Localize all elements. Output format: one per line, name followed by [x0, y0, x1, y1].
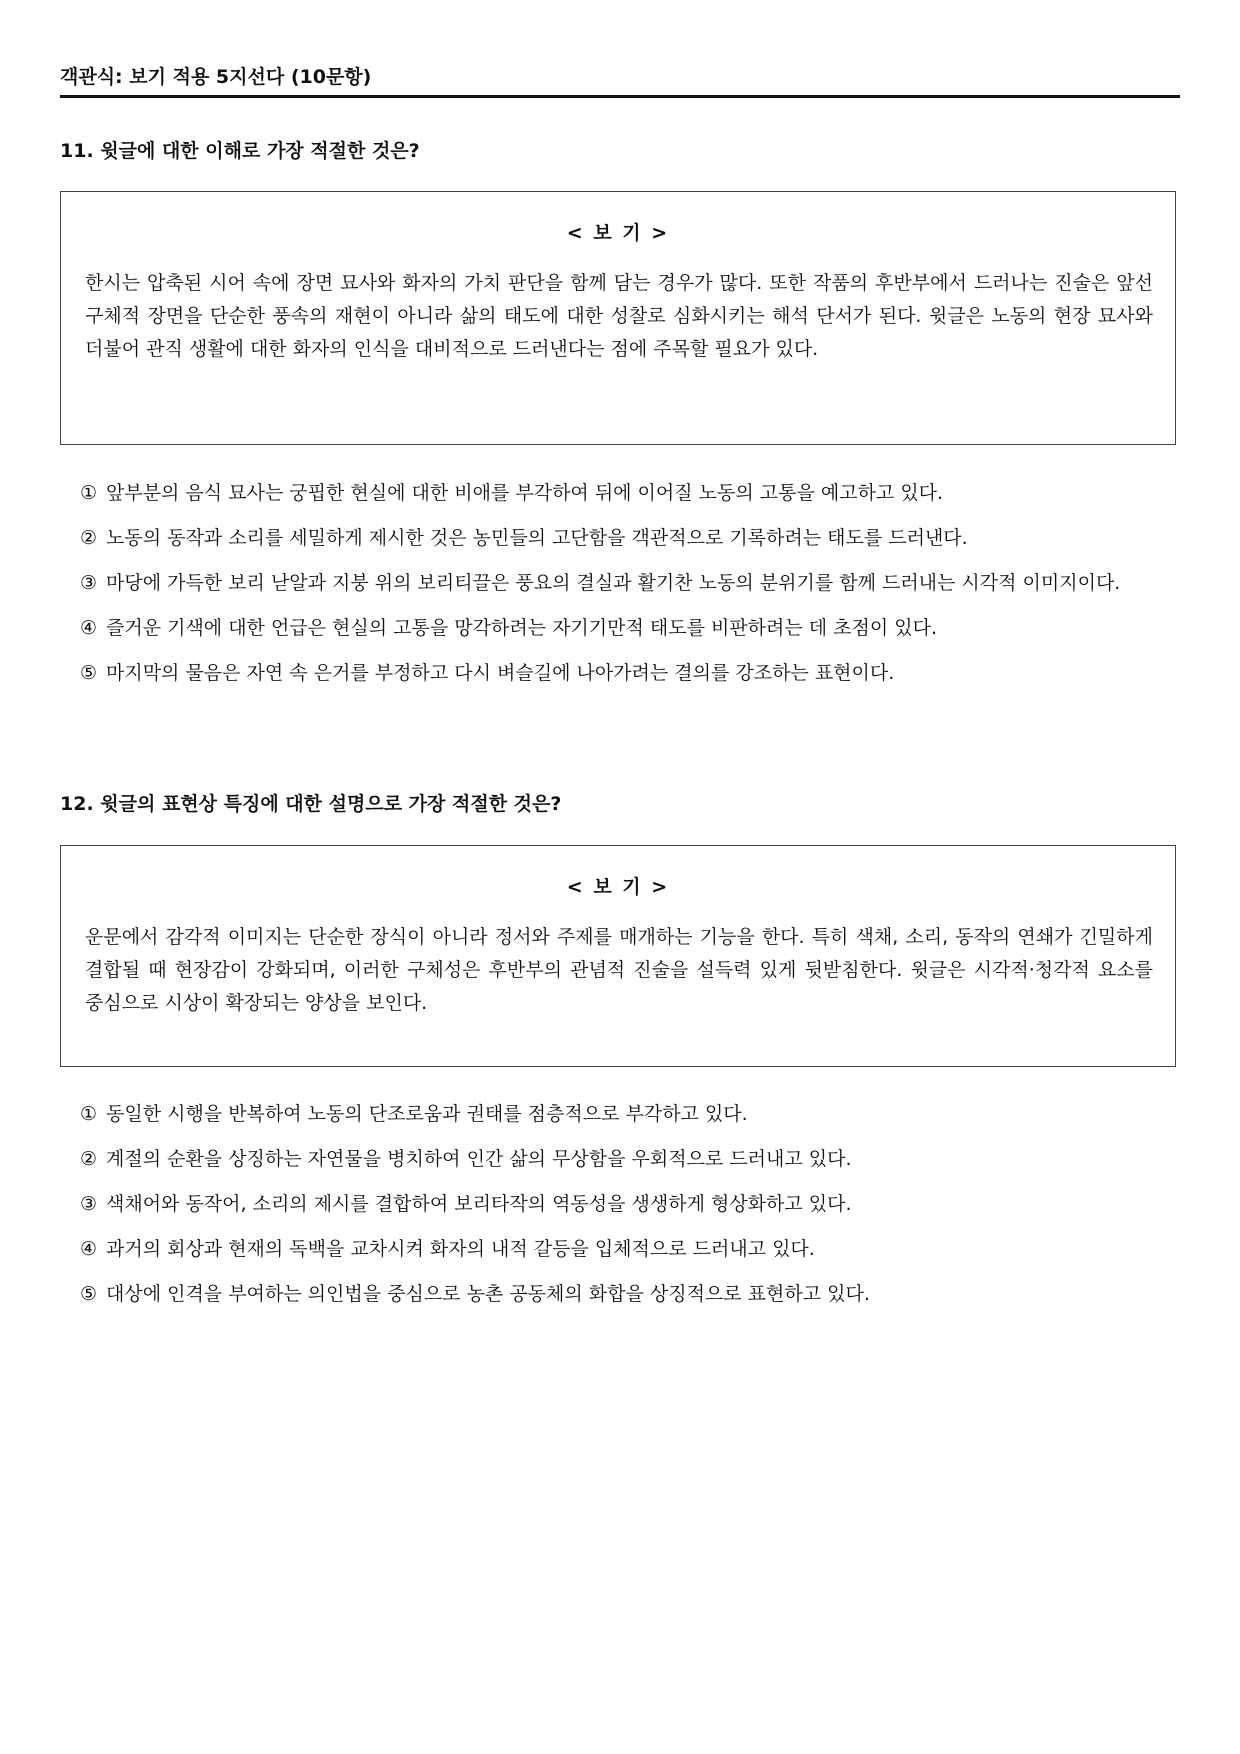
choice-item[interactable]	[80, 1278, 1180, 1311]
choice-item[interactable]	[80, 612, 1180, 645]
bogi-text: 한시는 압축된 시어 속에 장면 묘사와 화자의 가치 판단을 함께 담는 경우가 많다. 또한 작품의 후반부에서 드러나는 진술은 앞선 구체적 장면을 단순한 풍속의 재현이 아니라 삶의 태도에 대한 성찰로 심화시키는 해석 단서가 된다. 윗글은 노동의 현장 묘사와 더불어 관직 생활에 대한 화자의 인식을 대비적으로 드러낸다는 점에 주목할 필요가 있다.	[85, 272, 1153, 360]
bogi-label: < 보 기 >	[566, 222, 670, 244]
choice-item[interactable]	[80, 1233, 1180, 1266]
choice-number: ④	[80, 617, 98, 639]
choice-item[interactable]	[80, 522, 1180, 555]
bogi-box	[60, 845, 1176, 1067]
choice-list	[80, 477, 1180, 702]
choice-number: ③	[80, 572, 98, 594]
document-page	[60, 0, 1180, 1305]
section-header	[60, 62, 1180, 98]
choice-text: 마당에 가득한 보리 낟알과 지붕 위의 보리티끌은 풍요의 결실과 활기찬 노동의 분위기를 함께 드러내는 시각적 이미지이다.	[106, 572, 1121, 594]
choice-number: ⑤	[80, 662, 98, 684]
question-title: 12. 윗글의 표현상 특징에 대한 설명으로 가장 적절한 것은?	[60, 793, 562, 815]
choice-text: 앞부분의 음식 묘사는 궁핍한 현실에 대한 비애를 부각하여 뒤에 이어질 노동의 고통을 예고하고 있다.	[106, 482, 944, 504]
choice-text: 계절의 순환을 상징하는 자연물을 병치하여 인간 삶의 무상함을 우회적으로 드러내고 있다.	[106, 1148, 852, 1170]
choice-text: 동일한 시행을 반복하여 노동의 단조로움과 권태를 점층적으로 부각하고 있다.	[106, 1103, 748, 1125]
choice-number: ④	[80, 1238, 98, 1260]
choice-item[interactable]	[80, 1143, 1180, 1176]
choice-item[interactable]	[80, 567, 1180, 600]
choice-item[interactable]	[80, 477, 1180, 510]
choice-list	[80, 1098, 1180, 1323]
choice-number: ③	[80, 1193, 98, 1215]
choice-text: 노동의 동작과 소리를 세밀하게 제시한 것은 농민들의 고단함을 객관적으로 기록하려는 태도를 드러낸다.	[106, 527, 968, 549]
choice-number: ②	[80, 527, 98, 549]
bogi-label: < 보 기 >	[566, 876, 670, 898]
bogi-box	[60, 191, 1176, 445]
choice-number: ①	[80, 1103, 98, 1125]
choice-text: 마지막의 물음은 자연 속 은거를 부정하고 다시 벼슬길에 나아가려는 결의를 강조하는 표현이다.	[106, 662, 895, 684]
choice-text: 즐거운 기색에 대한 언급은 현실의 고통을 망각하려는 자기기만적 태도를 비판하려는 데 초점이 있다.	[106, 617, 938, 639]
question-12	[60, 789, 1180, 819]
choice-item[interactable]	[80, 657, 1180, 690]
bogi-text: 운문에서 감각적 이미지는 단순한 장식이 아니라 정서와 주제를 매개하는 기능을 한다. 특히 색채, 소리, 동작의 연쇄가 긴밀하게 결합될 때 현장감이 강화되며, 이러한 구체성은 후반부의 관념적 진술을 설득력 있게 뒷받침한다. 윗글은 시각적·청각적 요소를 중심으로 시상이 확장되는 양상을 보인다.	[85, 926, 1153, 1014]
choice-number: ①	[80, 482, 98, 504]
question-title: 11. 윗글에 대한 이해로 가장 적절한 것은?	[60, 140, 420, 162]
choice-text: 대상에 인격을 부여하는 의인법을 중심으로 농촌 공동체의 화합을 상징적으로 표현하고 있다.	[106, 1283, 870, 1305]
choice-text: 색채어와 동작어, 소리의 제시를 결합하여 보리타작의 역동성을 생생하게 형상화하고 있다.	[106, 1193, 852, 1215]
choice-item[interactable]	[80, 1188, 1180, 1221]
question-11	[60, 136, 1180, 166]
choice-number: ⑤	[80, 1283, 98, 1305]
choice-item[interactable]	[80, 1098, 1180, 1131]
choice-number: ②	[80, 1148, 98, 1170]
section-title: 객관식: 보기 적용 5지선다 (10문항)	[60, 66, 372, 88]
choice-text: 과거의 회상과 현재의 독백을 교차시켜 화자의 내적 갈등을 입체적으로 드러내고 있다.	[106, 1238, 815, 1260]
